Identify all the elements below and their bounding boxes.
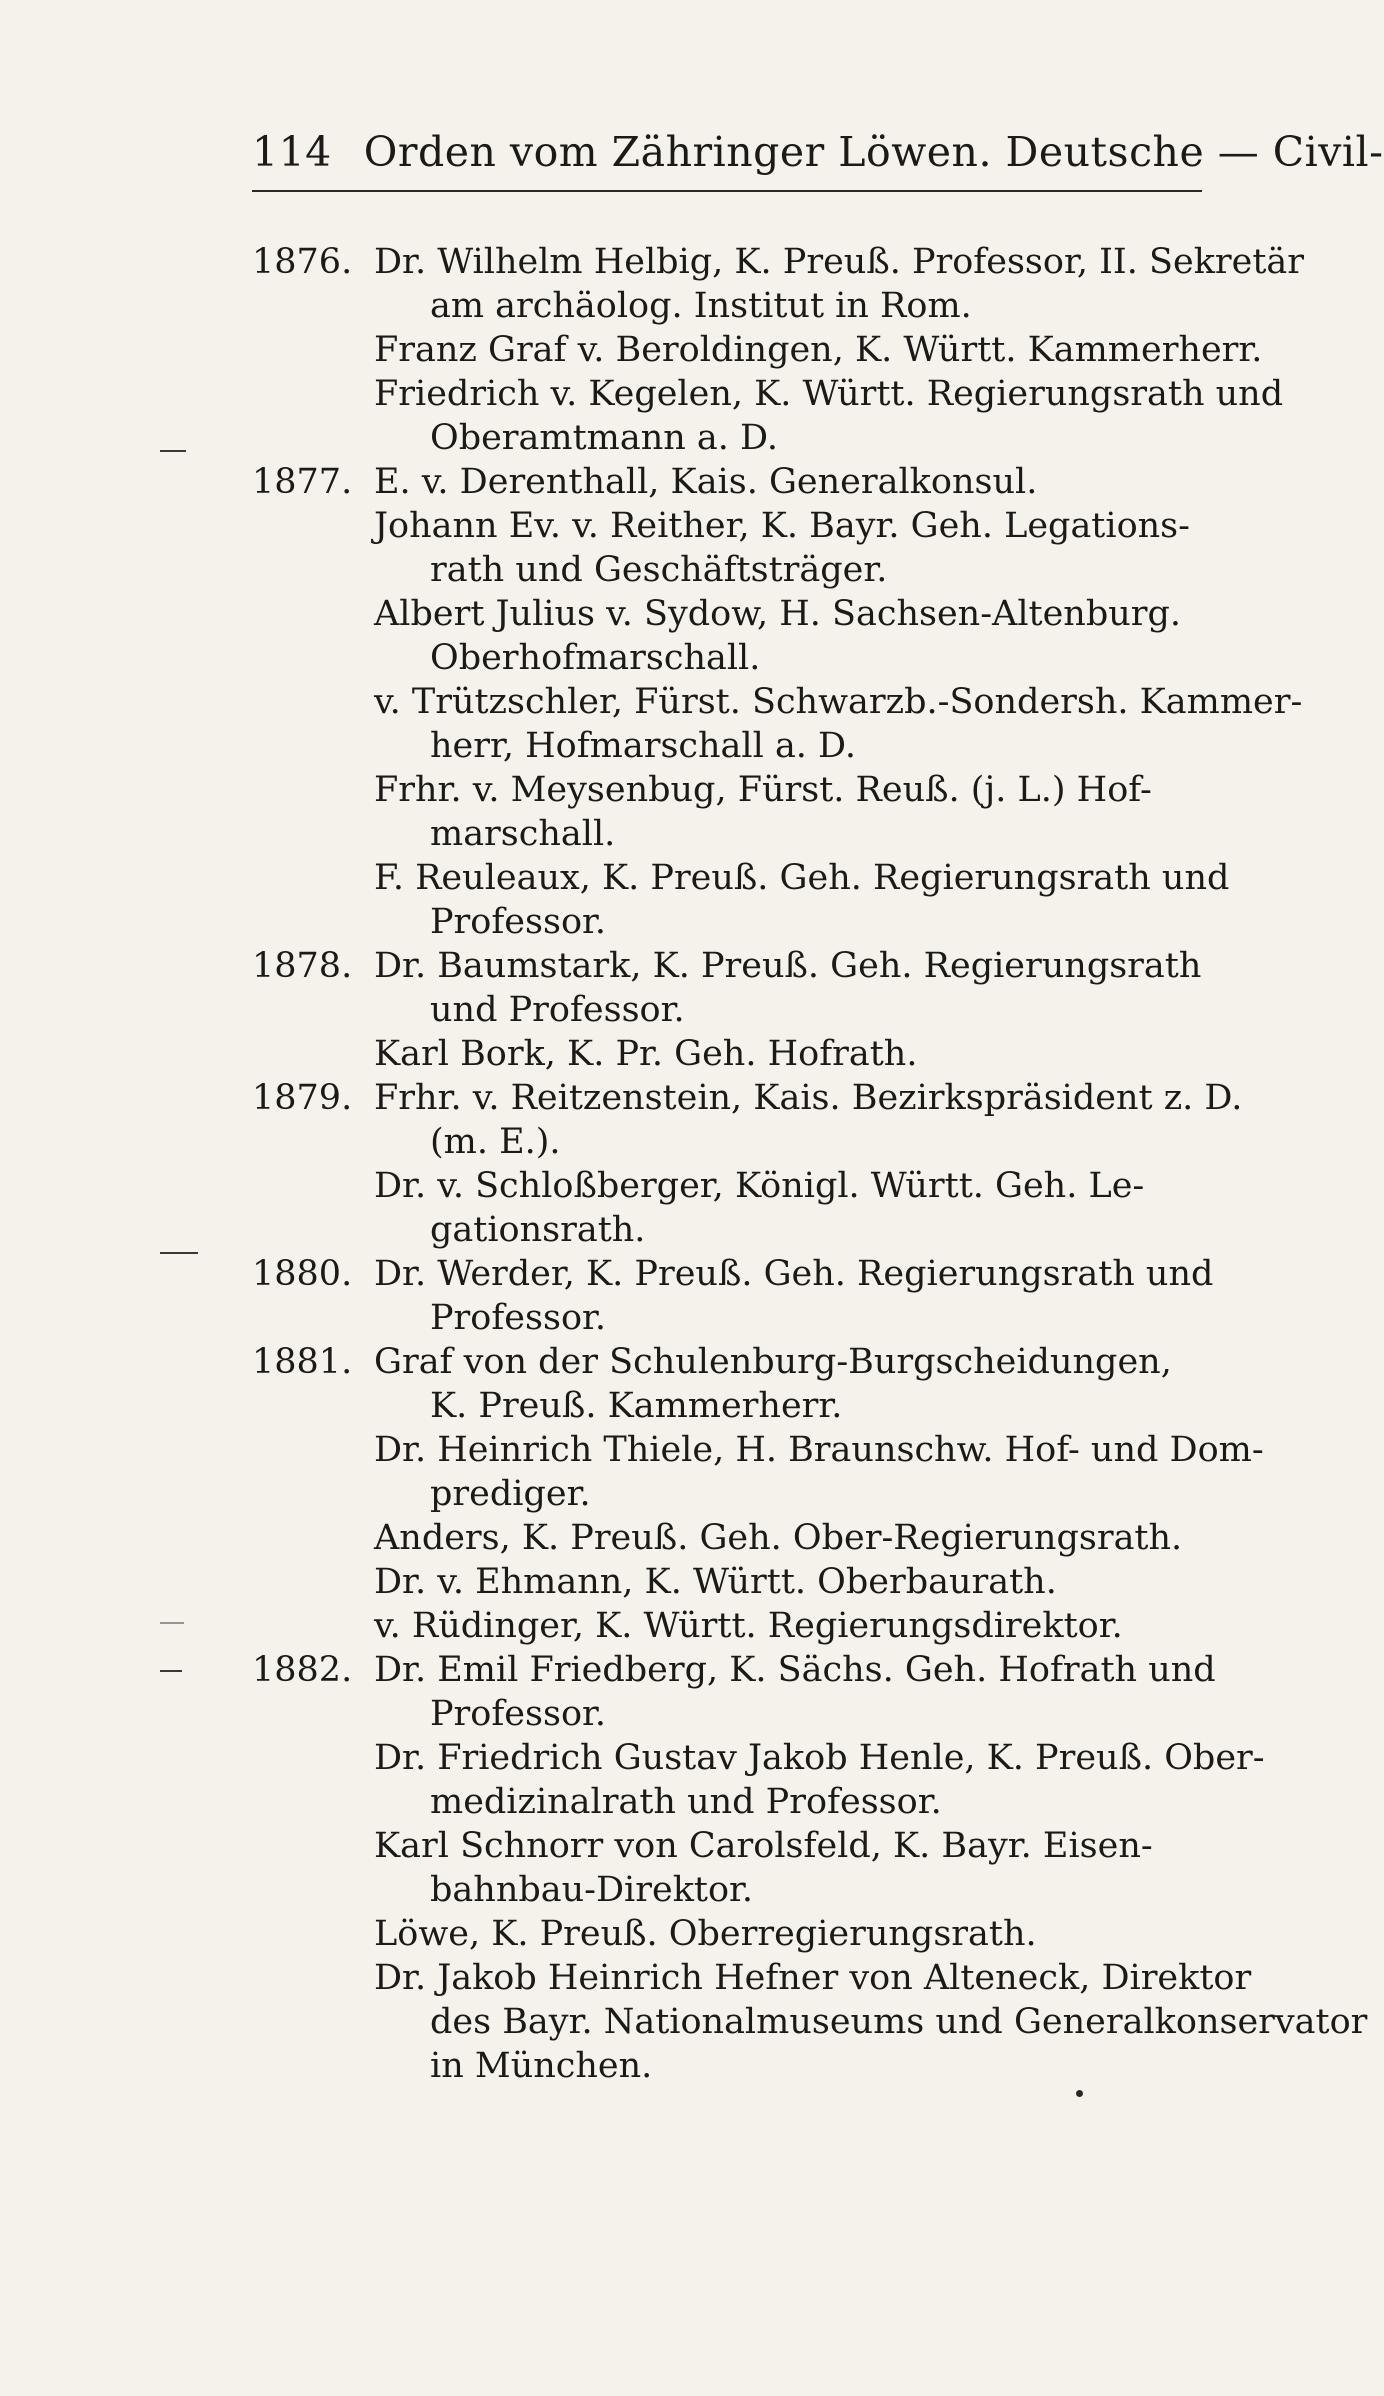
entry-line: [252, 504, 1292, 548]
entry-line: [252, 1032, 1292, 1076]
entry-text: (m. E.).: [430, 1122, 561, 1162]
entry-year: 1877.: [252, 462, 353, 502]
entry-text: v. Rüdinger, K. Württ. Regierungsdirektor.: [374, 1606, 1123, 1646]
honor-entry: [252, 460, 1303, 944]
entry-text: Oberamtmann a. D.: [430, 418, 778, 458]
entry-year: 1882.: [252, 1650, 353, 1690]
entry-text: K. Preuß. Kammerherr.: [430, 1386, 843, 1426]
entry-text: Franz Graf v. Beroldingen, K. Württ. Kammerherr.: [374, 330, 1263, 370]
entry-line: [252, 328, 1292, 372]
entry-year: 1879.: [252, 1078, 353, 1118]
entry-text: und Professor.: [430, 990, 685, 1030]
entry-line: [252, 240, 1305, 284]
entry-line: [252, 636, 1292, 680]
entry-line: [252, 2000, 1368, 2044]
entry-line: [252, 1428, 1292, 1472]
entry-text: Anders, K. Preuß. Geh. Ober-Regierungsrath.: [374, 1518, 1183, 1558]
honor-entry: [252, 1076, 1292, 1252]
honor-entry: [252, 944, 1292, 1076]
entry-line: [252, 812, 1292, 856]
entry-text: Karl Bork, K. Pr. Geh. Hofrath.: [374, 1034, 918, 1074]
ink-dot: [1076, 2090, 1083, 2097]
entry-text: prediger.: [430, 1474, 591, 1514]
entry-text: am archäolog. Institut in Rom.: [430, 286, 972, 326]
page-number: 114: [252, 128, 332, 176]
entry-line: [252, 1340, 1292, 1384]
entry-text: herr, Hofmarschall a. D.: [430, 726, 856, 766]
entry-line: [252, 1516, 1292, 1560]
entry-text: Dr. Friedrich Gustav Jakob Henle, K. Preuß. Ober-: [374, 1738, 1265, 1778]
header-rule: [252, 190, 1202, 192]
entry-line: [252, 856, 1292, 900]
entry-line: [252, 1120, 1292, 1164]
honor-entry: [252, 240, 1305, 460]
entry-year: 1880.: [252, 1254, 353, 1294]
entry-text: Dr. Emil Friedberg, K. Sächs. Geh. Hofrath und: [374, 1650, 1216, 1690]
entry-text: gationsrath.: [430, 1210, 646, 1250]
entry-text: Oberhofmarschall.: [430, 638, 761, 678]
entry-line: [252, 1560, 1292, 1604]
entry-year: 1876.: [252, 242, 353, 282]
entry-line: [252, 1868, 1292, 1912]
margin-mark: [160, 1622, 184, 1624]
entry-line: [252, 1912, 1292, 1956]
entry-line: [252, 284, 1292, 328]
entry-line: [252, 900, 1292, 944]
entry-year: 1878.: [252, 946, 353, 986]
entry-text: Dr. v. Schloßberger, Königl. Württ. Geh. Le-: [374, 1166, 1145, 1206]
entry-text: Dr. Wilhelm Helbig, K. Preuß. Professor, II. Sekretär: [374, 242, 1305, 282]
entry-text: F. Reuleaux, K. Preuß. Geh. Regierungsrath und: [374, 858, 1230, 898]
running-title: Orden vom Zähringer Löwen. Deutsche — Civil-: [363, 128, 1384, 176]
entry-text: rath und Geschäftsträger.: [430, 550, 888, 590]
entry-text: Dr. Baumstark, K. Preuß. Geh. Regierungsrath: [374, 946, 1202, 986]
entry-text: Frhr. v. Reitzenstein, Kais. Bezirkspräsident z. D.: [374, 1078, 1243, 1118]
entry-line: [252, 1780, 1292, 1824]
entry-text: Albert Julius v. Sydow, H. Sachsen-Altenburg.: [374, 594, 1182, 634]
running-header: [252, 128, 1384, 188]
entry-line: [252, 416, 1292, 460]
entry-text: bahnbau-Direktor.: [430, 1870, 754, 1910]
entry-line: [252, 680, 1303, 724]
entry-line: [252, 2044, 1292, 2088]
entry-line: [252, 988, 1292, 1032]
entry-text: Professor.: [430, 1694, 607, 1734]
entry-text: Graf von der Schulenburg-Burgscheidungen,: [374, 1342, 1172, 1382]
honor-entry: [252, 1648, 1368, 2088]
honor-entry: [252, 1340, 1292, 1648]
entry-line: [252, 1252, 1292, 1296]
entry-line: [252, 372, 1292, 416]
entry-year: 1881.: [252, 1342, 353, 1382]
margin-mark: [160, 1252, 198, 1254]
entry-line: [252, 460, 1292, 504]
entry-text: medizinalrath und Professor.: [430, 1782, 942, 1822]
entry-line: [252, 1076, 1292, 1120]
entries-list: [252, 240, 1368, 2088]
entry-text: Professor.: [430, 902, 607, 942]
entry-line: [252, 1736, 1292, 1780]
entry-text: v. Trützschler, Fürst. Schwarzb.-Sondersh. Kammer-: [374, 682, 1303, 722]
entry-text: E. v. Derenthall, Kais. Generalkonsul.: [374, 462, 1038, 502]
entry-text: Friedrich v. Kegelen, K. Württ. Regierungsrath und: [374, 374, 1284, 414]
entry-text: Dr. v. Ehmann, K. Württ. Oberbaurath.: [374, 1562, 1057, 1602]
entry-line: [252, 724, 1292, 768]
entry-line: [252, 1604, 1292, 1648]
entry-line: [252, 944, 1292, 988]
margin-mark: [160, 1670, 182, 1672]
entry-text: Dr. Werder, K. Preuß. Geh. Regierungsrath und: [374, 1254, 1214, 1294]
entry-line: [252, 1208, 1292, 1252]
entry-line: [252, 1956, 1292, 2000]
entry-text: in München.: [430, 2046, 653, 2086]
entry-line: [252, 1472, 1292, 1516]
entry-line: [252, 1692, 1292, 1736]
entry-line: [252, 1164, 1292, 1208]
margin-mark: [160, 450, 186, 452]
entry-line: [252, 1296, 1292, 1340]
entry-text: Professor.: [430, 1298, 607, 1338]
entry-text: marschall.: [430, 814, 616, 854]
entry-line: [252, 1824, 1292, 1868]
entry-text: Löwe, K. Preuß. Oberregierungsrath.: [374, 1914, 1037, 1954]
entry-text: Karl Schnorr von Carolsfeld, K. Bayr. Eisen-: [374, 1826, 1153, 1866]
entry-text: des Bayr. Nationalmuseums und Generalkonservator: [430, 2002, 1368, 2042]
entry-text: Frhr. v. Meysenbug, Fürst. Reuß. (j. L.) Hof-: [374, 770, 1152, 810]
entry-line: [252, 768, 1292, 812]
honor-entry: [252, 1252, 1292, 1340]
entry-text: Dr. Heinrich Thiele, H. Braunschw. Hof- und Dom-: [374, 1430, 1264, 1470]
entry-text: Dr. Jakob Heinrich Hefner von Alteneck, Direktor: [374, 1958, 1252, 1998]
entry-line: [252, 1384, 1292, 1428]
entry-text: Johann Ev. v. Reither, K. Bayr. Geh. Legations-: [374, 506, 1190, 546]
entry-line: [252, 548, 1292, 592]
entry-line: [252, 1648, 1292, 1692]
entry-line: [252, 592, 1292, 636]
